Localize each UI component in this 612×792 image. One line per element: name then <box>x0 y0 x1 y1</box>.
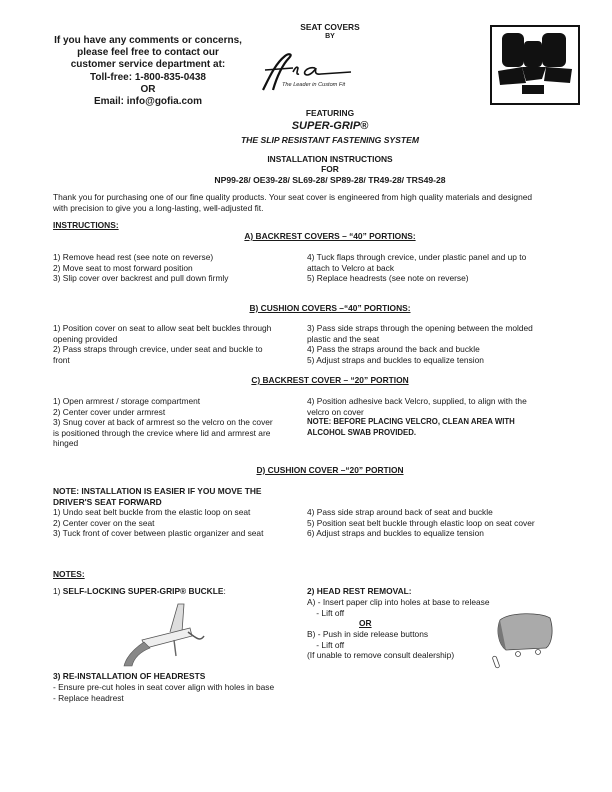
note-line: DRIVER'S SEAT FORWARD <box>53 496 162 507</box>
step: (If unable to remove consult dealership) <box>307 650 455 661</box>
section-b-left <box>53 323 271 365</box>
email-address: Email: info@gofia.com <box>93 96 203 108</box>
section-b-title: B) CUSHION COVERS –“40” PORTIONS: <box>249 303 411 313</box>
step: 4) Position adhesive back Velcro, supplied, to align with the <box>307 396 527 406</box>
step: is positioned through the crevice where lid and armrest are <box>53 427 271 438</box>
section-a-right <box>307 252 526 284</box>
step: - Replace headrest <box>53 692 124 703</box>
contact-line: If you have any comments or concerns, <box>54 35 242 46</box>
step: 1) Remove head rest (see note on reverse) <box>53 252 214 262</box>
section-a-title: A) BACKREST COVERS – “40” PORTIONS: <box>244 231 416 241</box>
fia-logo <box>255 50 355 95</box>
contact-line: OR <box>140 83 156 95</box>
seat-illustration <box>490 25 580 105</box>
super-grip-title: SUPER-GRIP® <box>291 120 369 132</box>
phone-number: Toll-free: 1-800-835-0438 <box>90 71 206 83</box>
headrest-removal-b <box>307 629 454 661</box>
section-c-left <box>53 396 273 449</box>
step: front <box>53 354 70 365</box>
velcro-note: ALCOHOL SWAB PROVIDED. <box>307 427 417 437</box>
step: 3) Tuck front of cover between plastic organizer and seat <box>53 528 264 539</box>
intro-line: Thank you for purchasing one of our fine quality products. Your seat cover is engineered from high quality materials and designed <box>53 192 533 202</box>
fastening-system-subtitle: THE SLIP RESISTANT FASTENING SYSTEM <box>240 135 420 145</box>
section-c-right <box>307 396 527 438</box>
section-b-right <box>307 323 533 365</box>
model-numbers: NP99-28/ OE39-28/ SL69-28/ SP89-28/ TR49-28/ TRS49-28 <box>214 175 446 185</box>
note-number: 1) <box>53 586 63 596</box>
step: 2) Pass straps through crevice, under seat and buckle to <box>53 344 263 355</box>
step: 4) Pass the straps around the back and buckle <box>307 344 480 355</box>
section-d-title: D) CUSHION COVER –“20” PORTION <box>256 465 404 475</box>
seat-covers-heading: SEAT COVERS <box>300 22 360 32</box>
step: opening provided <box>53 333 118 344</box>
step: B) - Push in side release buttons <box>307 629 429 639</box>
step: 1) Position cover on seat to allow seat belt buckles through <box>53 323 272 333</box>
step: 2) Move seat to most forward position <box>53 262 193 273</box>
step: 5) Position seat belt buckle through elastic loop on seat cover <box>307 517 535 528</box>
section-d-left <box>53 507 263 539</box>
buckle-illustration <box>118 602 218 668</box>
step: 1) Undo seat belt buckle from the elastic loop on seat <box>53 507 251 517</box>
contact-line: customer service department at: <box>70 59 226 71</box>
step: 2) Center cover on the seat <box>53 517 155 528</box>
step: hinged <box>53 438 79 449</box>
step: A) - Insert paper clip into holes at base to release <box>307 597 490 607</box>
note-buckle-heading <box>53 586 226 597</box>
note-headrest-removal-heading: 2) HEAD REST REMOVAL: <box>307 586 412 596</box>
step: velcro on cover <box>307 406 364 417</box>
featuring-label: FEATURING <box>305 108 355 118</box>
contact-info <box>40 35 256 108</box>
notes-label: NOTES: <box>53 569 85 579</box>
intro-paragraph <box>53 192 532 213</box>
step: - Lift off <box>307 639 345 650</box>
instructions-label: INSTRUCTIONS: <box>53 220 119 230</box>
headrest-illustration <box>490 610 560 670</box>
headrest-removal-a <box>307 597 490 618</box>
step: 2) Center cover under armrest <box>53 406 166 417</box>
step: plastic and the seat <box>307 333 380 344</box>
installation-heading: INSTALLATION INSTRUCTIONS <box>267 154 393 164</box>
section-c-title: C) BACKREST COVER – “20” PORTION <box>251 375 409 385</box>
reinstallation-steps <box>53 682 274 703</box>
note-reinstallation-heading: 3) RE-INSTALLATION OF HEADRESTS <box>53 671 206 681</box>
step: 3) Pass side straps through the opening between the molded <box>307 323 533 333</box>
step: 4) Tuck flaps through crevice, under plastic panel and up to <box>307 252 527 262</box>
or-label: OR <box>359 618 372 628</box>
step: 3) Snug cover at back of armrest so the velcro on the cover <box>53 417 273 428</box>
contact-line: please feel free to contact our <box>77 47 219 59</box>
note-title: SELF-LOCKING SUPER-GRIP® BUCKLE <box>62 586 224 596</box>
section-a-left <box>53 252 228 284</box>
logo-tagline: The Leader in Custom Fit <box>282 82 346 88</box>
step: 5) Replace headrests (see note on reverse) <box>307 273 469 284</box>
note-line: NOTE: INSTALLATION IS EASIER IF YOU MOVE THE <box>53 486 262 496</box>
step: 3) Slip cover over backrest and pull down firmly <box>53 273 229 284</box>
by-label: BY <box>325 33 335 40</box>
section-d-right <box>307 507 535 539</box>
step: 1) Open armrest / storage compartment <box>53 396 201 406</box>
section-d-note <box>53 486 261 507</box>
step: - Ensure pre-cut holes in seat cover align with holes in base <box>53 682 275 692</box>
step: attach to Velcro at back <box>307 262 395 273</box>
step: - Lift off <box>307 607 345 618</box>
velcro-note: NOTE: BEFORE PLACING VELCRO, CLEAN AREA WITH <box>307 417 515 427</box>
intro-line: with precision to give you a long-lasting, well-adjusted fit. <box>53 202 264 213</box>
step: 4) Pass side strap around back of seat and buckle <box>307 507 493 517</box>
step: 5) Adjust straps and buckles to equalize tension <box>307 354 484 365</box>
colon: : <box>223 586 226 596</box>
for-label: FOR <box>321 164 339 174</box>
step: 6) Adjust straps and buckles to equalize tension <box>307 528 484 539</box>
